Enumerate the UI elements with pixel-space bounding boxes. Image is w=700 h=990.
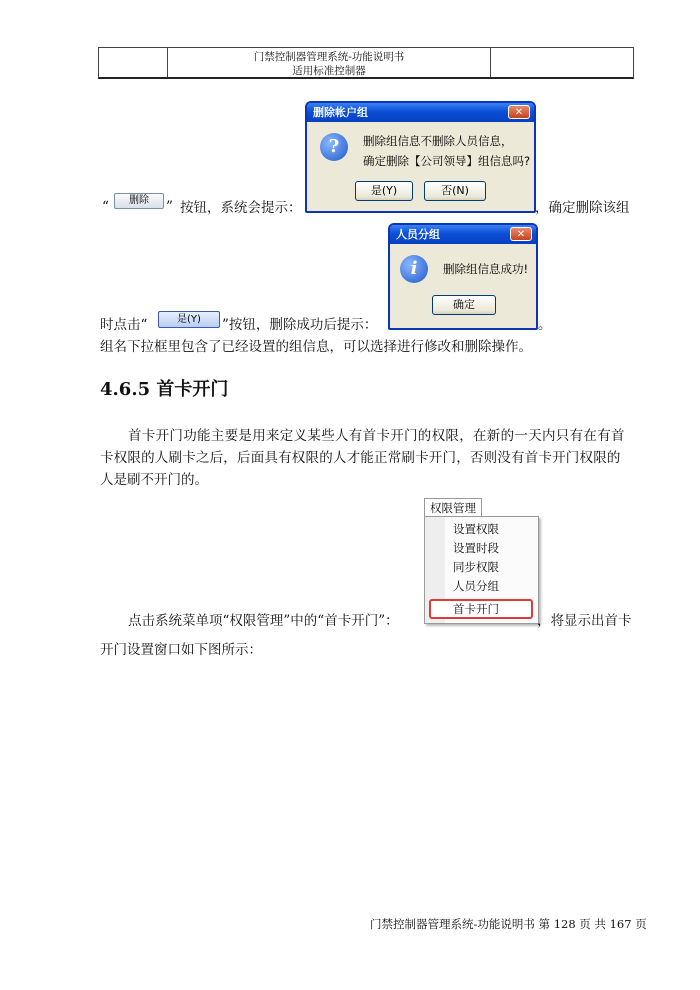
header-cell-title — [168, 48, 491, 77]
menu-dropdown — [424, 516, 539, 624]
para3-line-1: 首卡开门功能主要是用来定义某些人有首卡开门的权限，在新的一天内只有在有首 — [128, 428, 625, 444]
dialog-title-bar — [390, 225, 536, 244]
page-header — [98, 47, 634, 79]
header-line-1: 门禁控制器管理系统-功能说明书 — [253, 51, 405, 63]
para3-line-3: 人是刷不开门的。 — [100, 472, 208, 488]
para2-tail: 。 — [538, 317, 552, 333]
para2-text: ”按钮，删除成功后提示： — [222, 317, 378, 333]
yes-button-image: 是(Y) — [158, 311, 220, 328]
dialog-title: 删除帐户组 — [313, 106, 368, 119]
menu-item-set-permission[interactable]: 设置权限 — [453, 522, 499, 536]
menu-item-personnel-group[interactable]: 人员分组 — [453, 579, 499, 593]
dialog-title-bar — [307, 103, 534, 122]
quote-close: ” — [166, 199, 173, 215]
para1-text: 按钮，系统会提示： — [180, 200, 302, 216]
para2-line-2: 组名下拉框里包含了已经设置的组信息，可以选择进行修改和删除操作。 — [100, 339, 532, 355]
quote-open: “ — [102, 199, 109, 215]
dialog-message-line-1: 删除组信息不删除人员信息， — [363, 134, 513, 148]
para1-tail: ，确定删除该组 — [535, 200, 630, 216]
question-icon: ? — [320, 133, 348, 161]
dialog-title: 人员分组 — [396, 228, 440, 241]
header-cell-right — [491, 48, 633, 77]
header-line-2: 适用标准控制器 — [292, 65, 366, 77]
para4-line-2: 开门设置窗口如下图所示： — [100, 642, 262, 658]
info-icon: i — [400, 255, 428, 283]
no-button[interactable]: 否(N) — [424, 181, 486, 201]
permission-menu — [424, 498, 539, 624]
para4-line-1-tail: ，将显示出首卡 — [537, 613, 632, 629]
yes-button[interactable]: 是(Y) — [355, 181, 413, 201]
delete-button-image: 删除 — [114, 193, 164, 209]
close-icon[interactable]: ✕ — [508, 105, 530, 119]
page-footer: 门禁控制器管理系统-功能说明书 第 128 页 共 167 页 — [370, 917, 647, 931]
para4-line-1: 点击系统菜单项“权限管理”中的“首卡开门”： — [128, 613, 399, 629]
section-number: 4.6.5 — [100, 379, 151, 400]
delete-group-dialog — [305, 101, 536, 213]
header-cell-left — [99, 48, 168, 77]
close-icon[interactable]: ✕ — [510, 227, 532, 241]
menu-item-set-timeslot[interactable]: 设置时段 — [453, 541, 499, 555]
dialog-message-line-2: 确定删除【公司领导】组信息吗? — [363, 154, 531, 168]
section-heading — [100, 375, 228, 401]
group-success-dialog — [388, 223, 538, 330]
section-title: 首卡开门 — [156, 379, 229, 400]
para2-lead: 时点击“ — [100, 317, 148, 333]
dialog-message: 删除组信息成功! — [443, 262, 529, 276]
menu-item-sync-permission[interactable]: 同步权限 — [453, 560, 499, 574]
ok-button[interactable]: 确定 — [432, 295, 496, 315]
para3-line-2: 卡权限的人刷卡之后，后面具有权限的人才能正常刷卡开门，否则没有首卡开门权限的 — [100, 450, 621, 466]
menu-bar-permission[interactable]: 权限管理 — [424, 498, 482, 517]
menu-item-first-card[interactable]: 首卡开门 — [453, 602, 499, 616]
